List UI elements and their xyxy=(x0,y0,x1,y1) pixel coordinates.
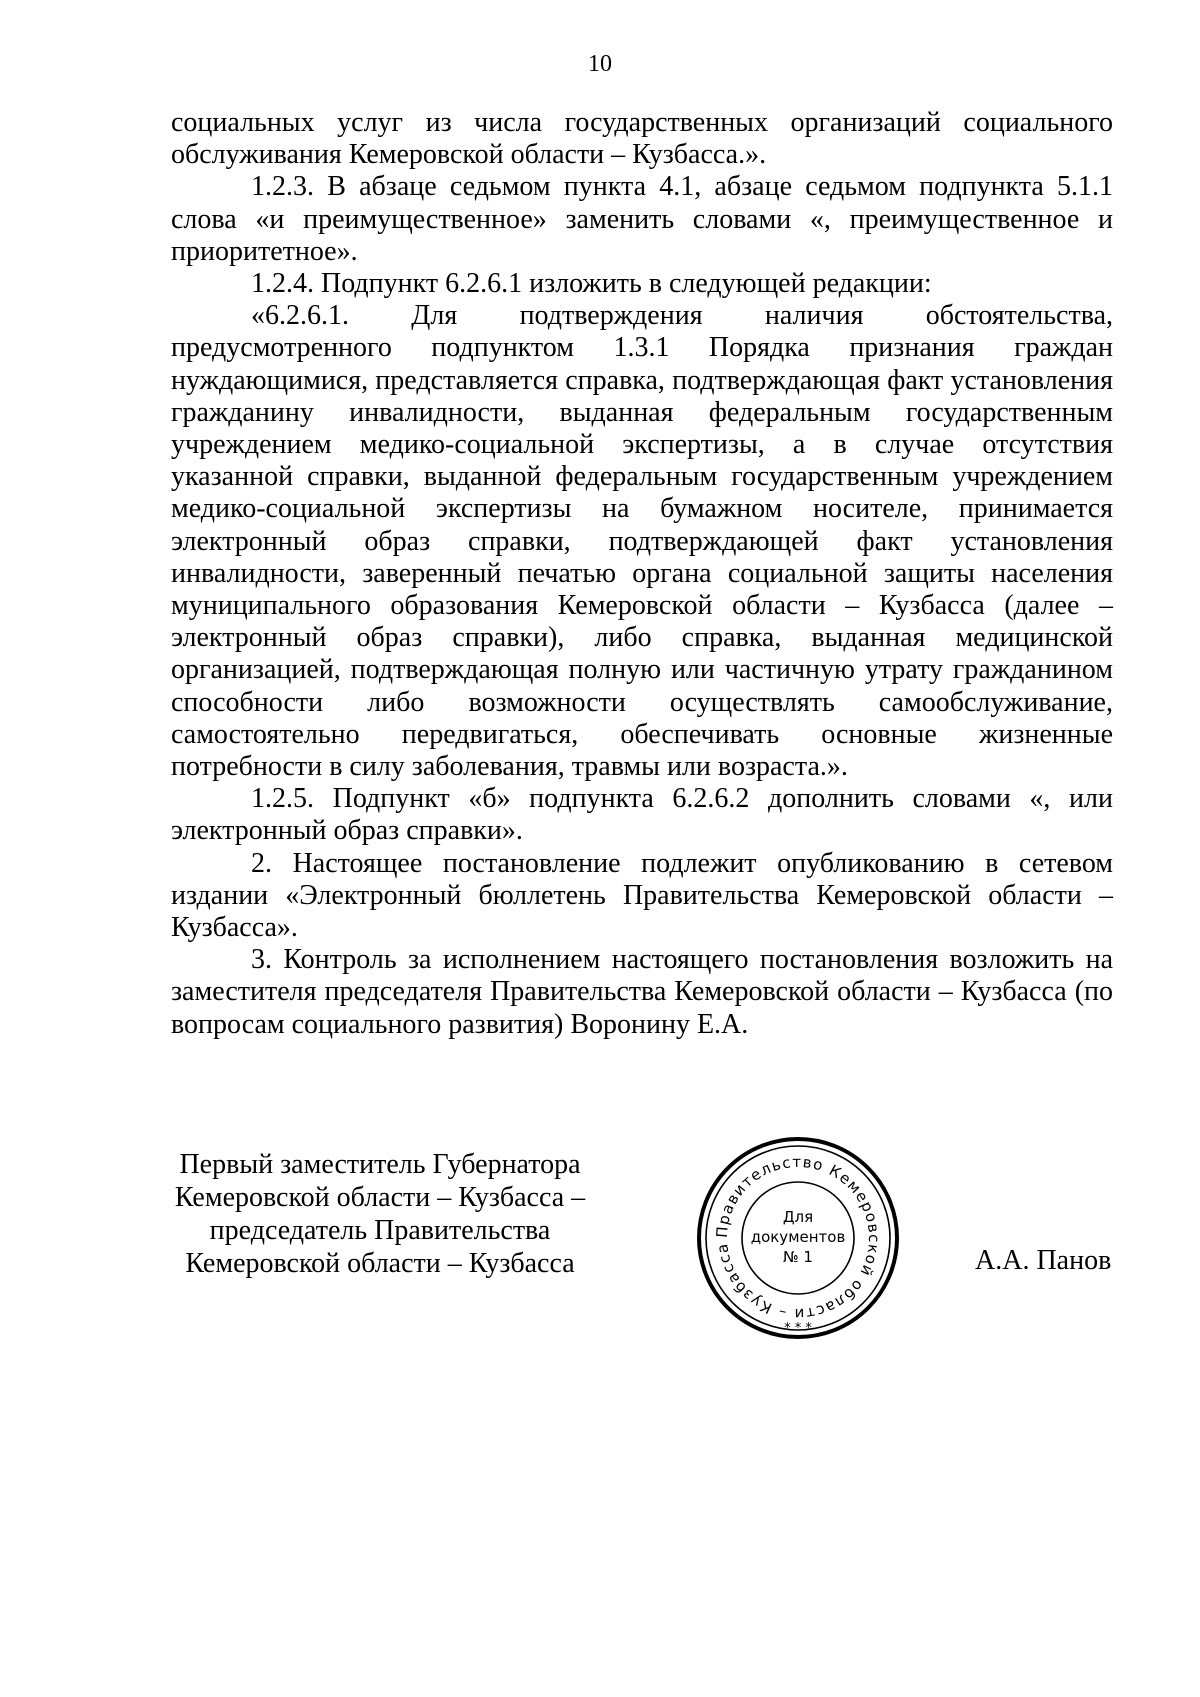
paragraph-2: 2. Настоящее постановление подлежит опубликованию в сетевом издании «Электронный бюллетень Правительства Кемеровской области – Кузбасса». xyxy=(171,847,1113,944)
paragraph-6-2-6-1: «6.2.6.1. Для подтверждения наличия обстоятельства, предусмотренного подпунктом 1.3.1 Порядка признания граждан нуждающимися, представляется справка, подтверждающая факт установления гражданину инвалидности, выданная федеральным государственным учреждением медико-социальной экспертизы, а в случае отсутствия указанной справки, выданной федеральным государственным учреждением медико-социальной экспертизы на бумажном носителе, принимается электронный образ справки, подтверждающей факт установления инвалидности, заверенный печатью органа социальной защиты населения муниципального образования Кемеровской области – Кузбасса (далее – электронный образ справки), либо справка, выданная медицинской организацией, подтверждающая полную или частичную утрату гражданином способности либо возможности осуществлять самообслуживание, самостоятельно передвигаться, обеспечивать основные жизненные потребности в силу заболевания, травмы или возраста.». xyxy=(171,300,1113,783)
seal-ring-text: Правительство Кемеровской области – Кузбасса xyxy=(712,1152,884,1324)
seal-stars: * * * xyxy=(784,1321,812,1336)
paragraph-1-2-4: 1.2.4. Подпункт 6.2.6.1 изложить в следующей редакции: xyxy=(251,268,932,300)
signatory-name: А.А. Панов xyxy=(975,1245,1112,1276)
paragraph-1-2-5: 1.2.5. Подпункт «б» подпункта 6.2.6.2 дополнить словами «, или электронный образ справки». xyxy=(171,783,1113,847)
paragraph-3: 3. Контроль за исполнением настоящего постановления возложить на заместителя председателя Правительства Кемеровской области – Кузбасса (по вопросам социального развития) Воронину Е.А. xyxy=(171,944,1113,1040)
signatory-position-line: председатель Правительства xyxy=(209,1215,551,1246)
signatory-position-line: Кемеровской области – Кузбасса xyxy=(185,1248,575,1279)
paragraph-continuation: социальных услуг из числа государственных организаций социального обслуживания Кемеровской области – Кузбасса.». xyxy=(171,107,1113,171)
official-seal-icon xyxy=(678,1118,918,1358)
seal-center-line: Для xyxy=(782,1208,814,1226)
signatory-position-line: Первый заместитель Губернатора xyxy=(179,1149,581,1180)
paragraph-1-2-3: 1.2.3. В абзаце седьмом пункта 4.1, абзаце седьмом подпункта 5.1.1 слова «и преимущественное» заменить словами «, преимущественное и приоритетное». xyxy=(171,171,1113,267)
seal-center-line: документов xyxy=(750,1228,846,1246)
page-number: 10 xyxy=(588,51,612,77)
signatory-position-line: Кемеровской области – Кузбасса – xyxy=(174,1182,586,1213)
seal-center-line: № 1 xyxy=(783,1248,813,1266)
document-body xyxy=(171,107,1113,1041)
signatory-position xyxy=(160,1148,600,1280)
